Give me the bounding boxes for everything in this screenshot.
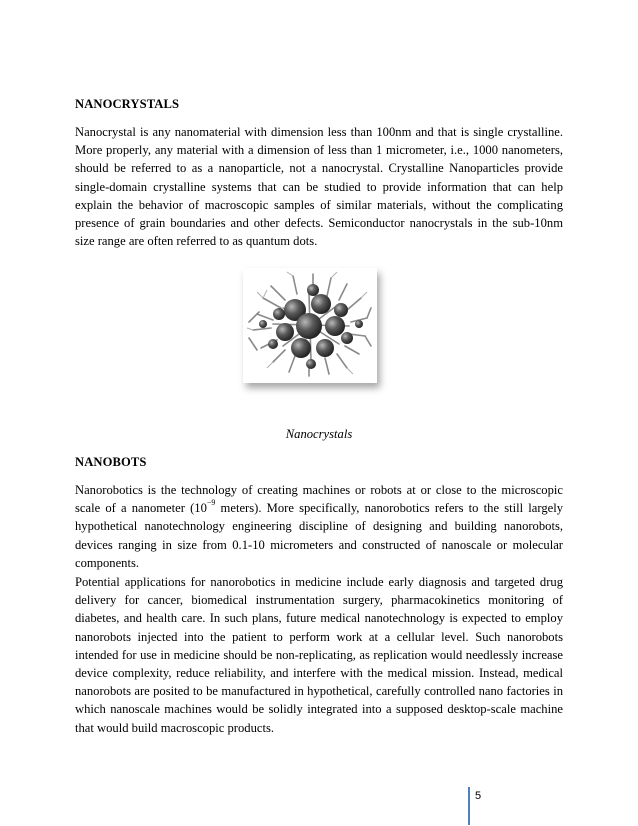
nanobots-paragraph-1-text-cont: meters). More specifically, nanorobotics refers to the still largely hypothetical nanotechnology engineering discipline of designing and building nanorobots, devices ranging in size from 0.1-10 micrometers and constructed of nanoscale or molecular components. (75, 501, 564, 570)
section-heading-nanobots: NANOBOTS (75, 455, 147, 469)
nanocrystal-figure (243, 268, 377, 383)
nanobots-paragraph-2: Potential applications for nanorobotics in medicine include early diagnosis and targeted drug delivery for cancer, biomedical instrumentation surgery, pharmacokinetics monitoring of diabetes, and health care. In such plans, future medical nanotechnology is expected to employ nanorobots injected into the patient to perform work at a cellular level. Such nanorobots intended for use in medicine should be non-replicating, as replication would needlessly increase device complexity, reduce reliability, and interfere with the medical mission. Instead, medical nanorobots are posited to be manufactured in hypothetical, carefully controlled nano factories in which nanoscale machines would be solidly integrated into a supposed desktop-scale machine that would build macroscopic products. (75, 575, 563, 735)
nanobots-paragraph-1 (75, 481, 563, 572)
figure-caption: Nanocrystals (285, 427, 353, 441)
footer-accent-bar (468, 787, 470, 825)
nanocrystals-paragraph: Nanocrystal is any nanomaterial with dimension less than 100nm and that is single crystalline. More properly, any material with a dimension of less than 1 micrometer, i.e., 1000 nanometers, should be referred to as a nanoparticle, not a nanocrystal. Crystalline Nanoparticles provide single-domain crystalline systems that can be studied to provide information that can help explain the behavior of macroscopic samples of similar materials, without the complicating presence of grain boundaries and other defects. Semiconductor nanocrystals in the sub-10nm size range are often referred to as quantum dots. (75, 125, 563, 249)
nanocrystal-molecule-image (243, 268, 377, 383)
section-heading-nanocrystals: NANOCRYSTALS (75, 97, 180, 111)
page-number: 5 (475, 790, 482, 802)
nanobots-paragraph-1-text: Nanorobotics is the technology of creating machines or robots at or close to the microscopic scale of a nanometer (10 (75, 483, 563, 516)
exponent: −9 (206, 498, 216, 508)
